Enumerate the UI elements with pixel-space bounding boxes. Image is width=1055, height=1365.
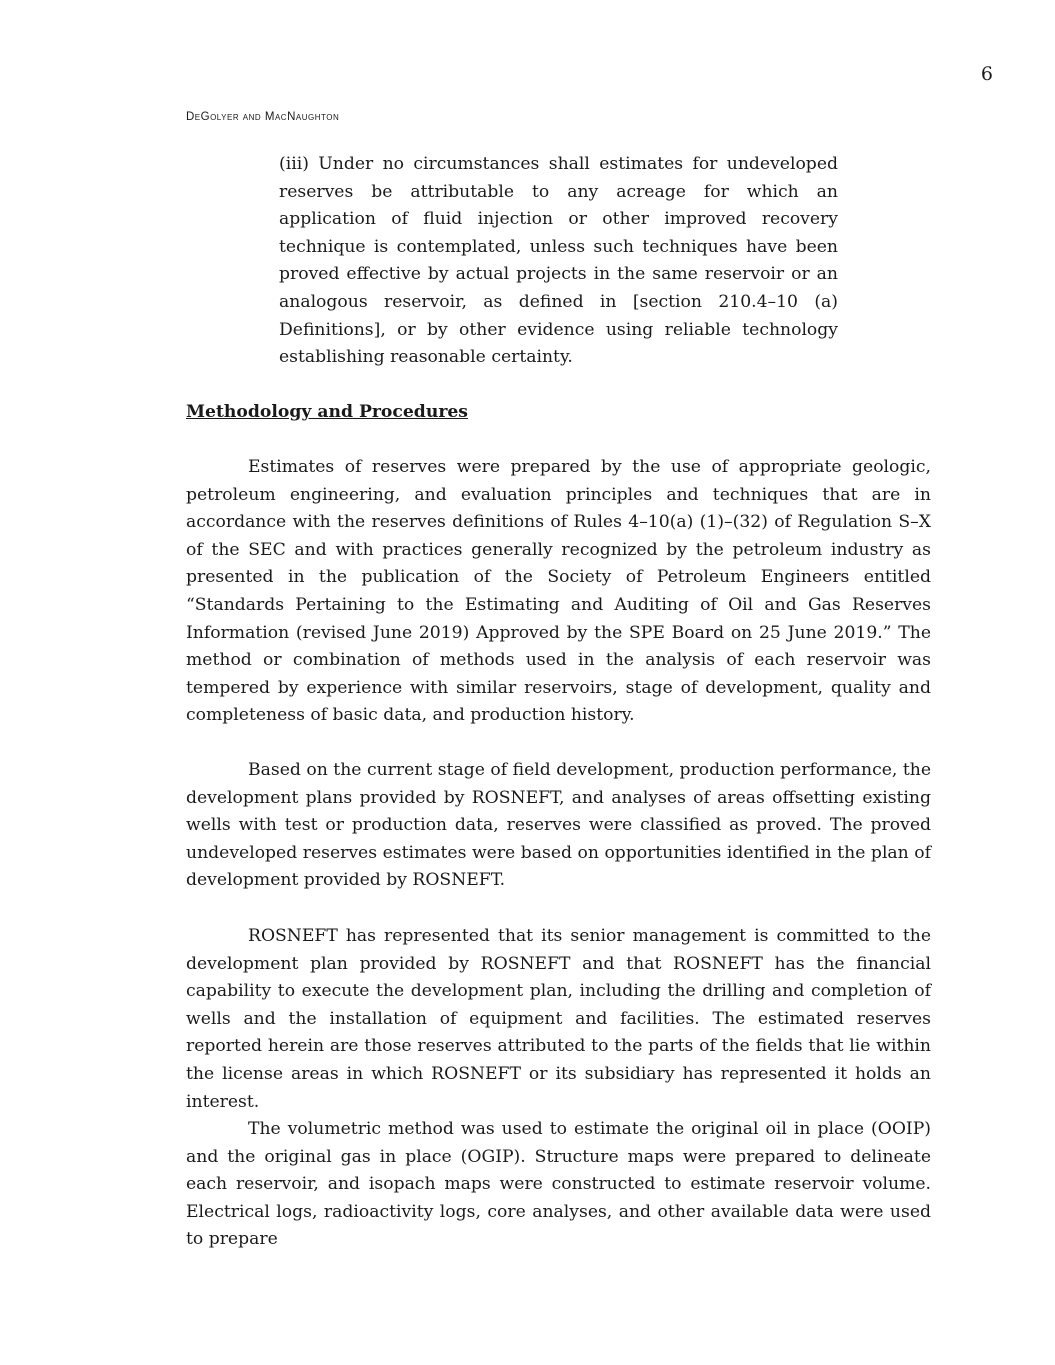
body-paragraph: Estimates of reserves were prepared by the use of appropriate geologic, petroleum engineering, and evaluation principles and techniques that are in accordance with the reserves definitions of Rules 4–10(a) (1)–(32) of Regulation S–X of the SEC and with practices generally recognized by the petroleum industry as presented in the publication of the Society of Petroleum Engineers entitled “Standards Pertaining to the Estimating and Auditing of Oil and Gas Reserves Information (revised June 2019) Approved by the SPE Board on 25 June 2019.” The method or combination of methods used in the analysis of each reservoir was tempered by experience with similar reservoirs, stage of development, quality and completeness of basic data, and production history. — [186, 457, 931, 726]
page-number: 6 — [980, 63, 993, 85]
section-heading: Methodology and Procedures — [186, 402, 468, 422]
body-paragraph: Based on the current stage of field development, production performance, the development plans provided by ROSNEFT, and analyses of areas offsetting existing wells with test or production data, reserves were classified as proved. The proved undeveloped reserves estimates were based on opportunities identified in the plan of development provided by ROSNEFT. — [186, 760, 931, 891]
letterhead: DeGolyer and MacNaughton — [186, 111, 340, 123]
body-paragraph: ROSNEFT has represented that its senior management is committed to the development plan provided by ROSNEFT and that ROSNEFT has the financial capability to execute the development plan, including the drilling and completion of wells and the installation of equipment and facilities. The estimated reserves reported herein are those reserves attributed to the parts of the fields that lie within the license areas in which ROSNEFT or its subsidiary has represented it holds an interest. — [186, 926, 931, 1112]
quoted-definition-block: (iii) Under no circumstances shall estimates for undeveloped reserves be attributable to any acreage for which an application of fluid injection or other improved recovery technique is contemplated, unless such techniques have been proved effective by actual projects in the same reservoir or an analogous reservoir, as defined in [section 210.4–10 (a) Definitions], or by other evidence using reliable technology establishing reasonable certainty. — [279, 154, 838, 368]
body-paragraph: The volumetric method was used to estimate the original oil in place (OOIP) and the original gas in place (OGIP). Structure maps were prepared to delineate each reservoir, and isopach maps were constructed to estimate reservoir volume. Electrical logs, radioactivity logs, core analyses, and other available data were used to prepare — [186, 1119, 931, 1250]
